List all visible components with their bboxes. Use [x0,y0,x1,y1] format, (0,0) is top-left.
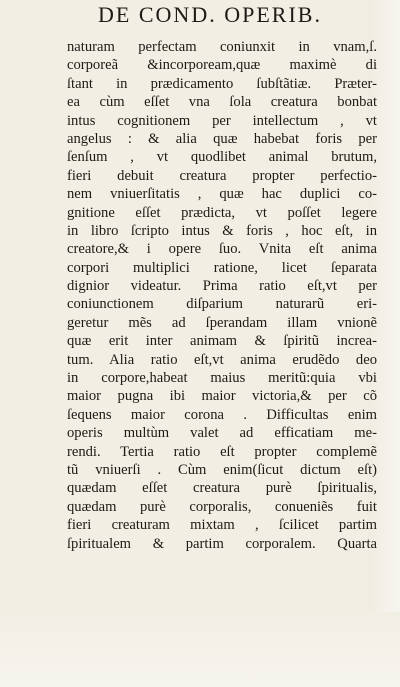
text-line: maior pugna ibi maior victoria,& per cõ [67,388,377,405]
text-line: geretur mẽs ad ſperandam illam vnionẽ [67,314,377,331]
text-line: tũ vniuerſi . Cùm enim(ſicut dictum eſt) [67,461,377,478]
text-line: rendi. Tertia ratio eſt propter complemẽ [67,443,377,460]
body-text [67,38,377,553]
text-line: ſpiritualem & partim corporalem. Quarta [67,535,377,552]
text-line: corpori multiplici ratione, licet ſeparata [67,259,377,276]
text-line: corporeã &incorpoream,quæ maximè di [67,57,377,74]
text-line: fieri debuit creatura propter perfectio- [67,167,377,184]
text-line: nem vniuerſitatis , quæ hac duplici co- [67,186,377,203]
text-line: naturam perfectam coniunxit in vnam,ſ. [67,39,377,55]
text-line: dignior videatur. Prima ratio eſt,vt per [67,278,377,295]
text-line: angelus : & alia quæ habebat foris per [67,130,377,147]
text-line: ea cùm eſſet vna ſola creatura bonbat [67,94,377,111]
text-line: fieri creaturam mixtam , ſcilicet partim [67,517,377,534]
text-line: operis multùm valet ad efficatiam me- [67,425,377,442]
text-line: in libro ſcripto intus & foris , hoc eſt, in [67,222,377,239]
text-line: intus cognitionem per intellectum , vt [67,112,377,129]
text-line: creatore,& i opere ſuo. Vnita eſt anima [67,241,377,258]
text-line: ſtant in prædicamento ſubſtãtiæ. Præter- [67,75,377,92]
running-head: DE COND. OPERIB. [98,2,322,27]
text-line: in corpore,habeat maius meritũ:quia vbi [67,370,377,387]
text-line: ſenſum , vt quodlibet animal brutum, [67,149,377,166]
text-line: ſequens maior corona . Difficultas enim [67,406,377,423]
page-bottom-margin [0,612,400,687]
text-line: coniunctionem diſparium naturarũ eri- [67,296,377,313]
text-line: tum. Alia ratio eſt,vt anima erudẽdo deo [67,351,377,368]
text-line: quædam eſſet creatura purè ſpiritualis, [67,480,377,497]
text-line: gnitione eſſet prædicta, vt poſſet legere [67,204,377,221]
text-line: quædam purè corporalis, conueniẽs fuit [67,498,377,515]
text-line: quæ erit inter animam & ſpiritũ increa- [67,333,377,350]
